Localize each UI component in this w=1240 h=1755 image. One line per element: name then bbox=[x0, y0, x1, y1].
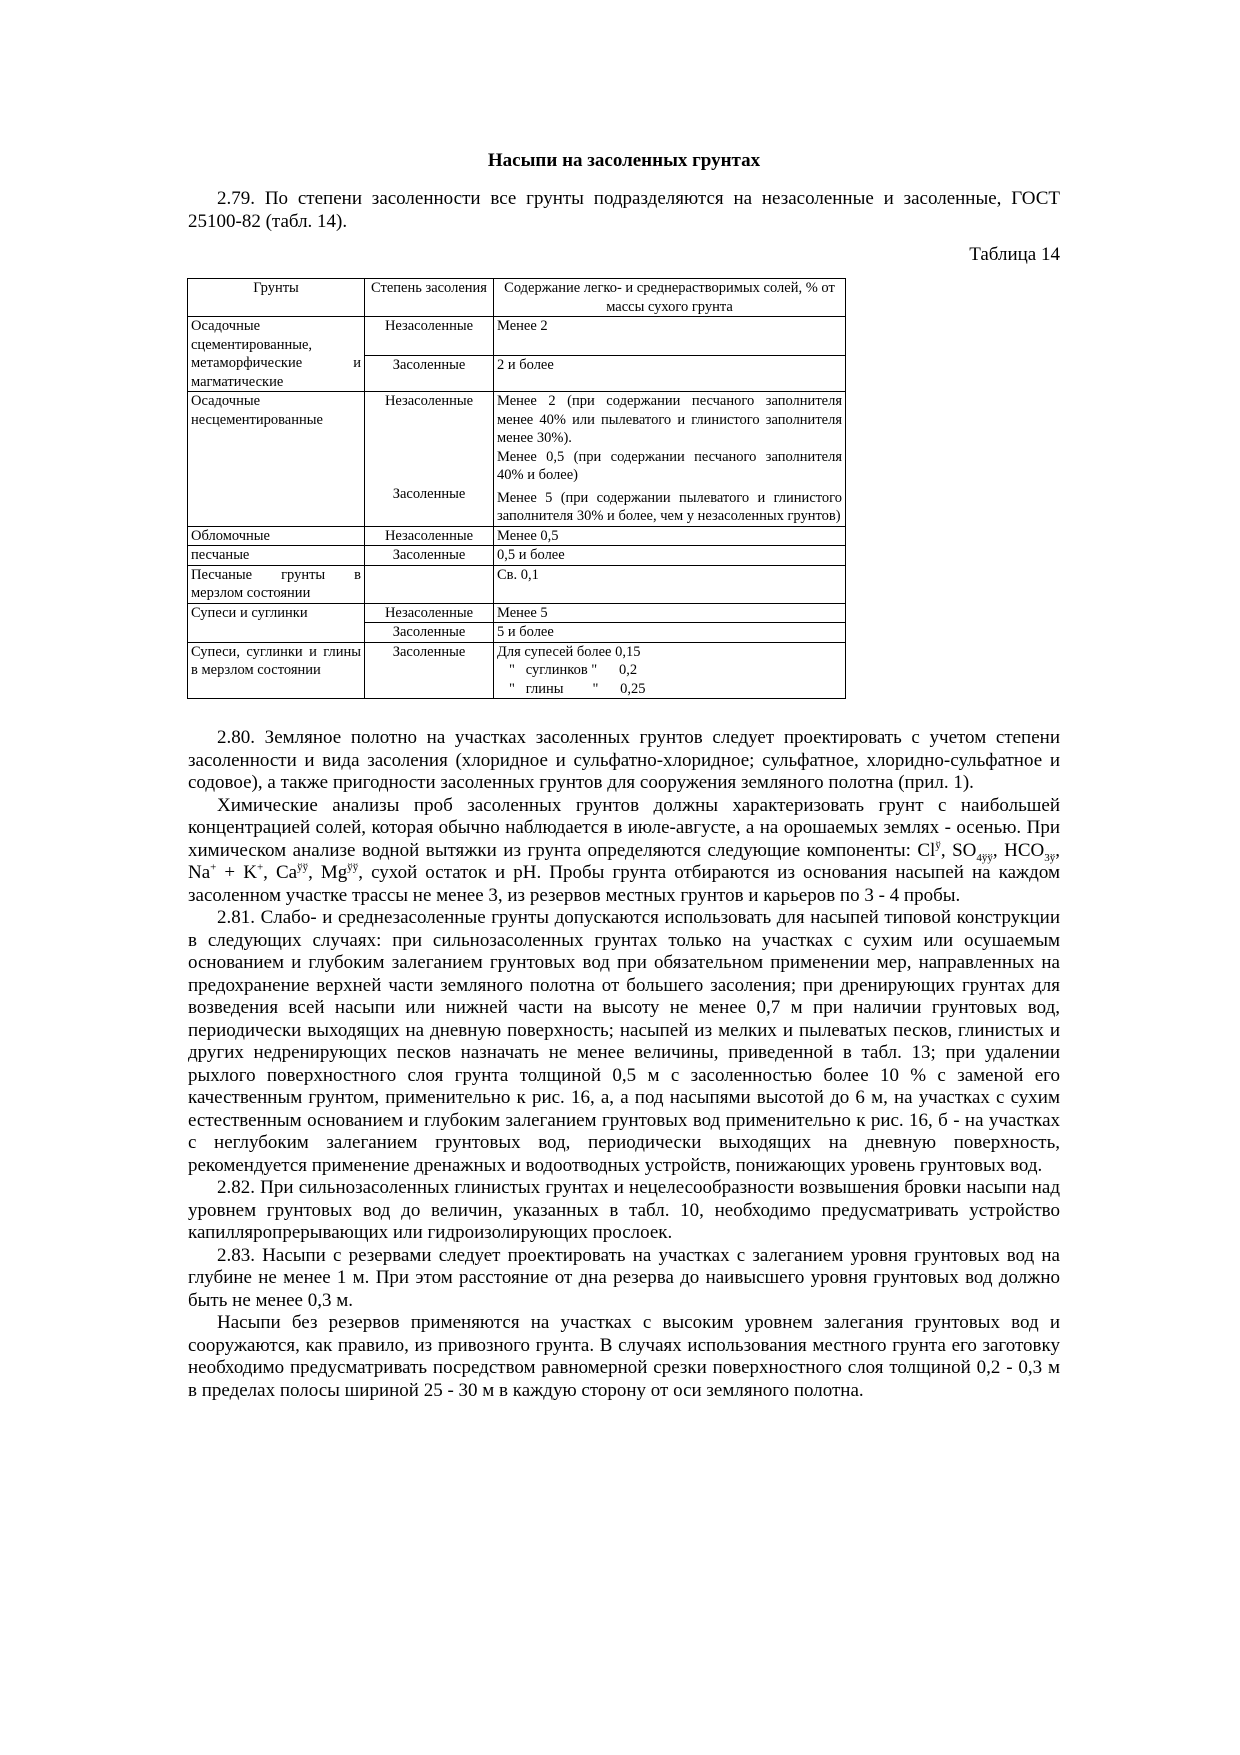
value-line: " суглинков " 0,2 bbox=[509, 662, 638, 678]
degree-cell: Незасоленные bbox=[365, 526, 494, 546]
degree-cell bbox=[365, 392, 494, 527]
value-cell: Св. 0,1 bbox=[494, 565, 846, 603]
paragraph-2-79: 2.79. По степени засоленности все грунты подразделяются на незасоленные и засоленные, ГОСТ 25100-82 (табл. 14). bbox=[188, 188, 1060, 232]
value-cell: Менее 2 bbox=[494, 317, 846, 356]
section-title: Насыпи на засоленных грунтах bbox=[487, 150, 761, 171]
degree-cell bbox=[365, 565, 494, 603]
value-line: Менее 2 (при содержании песчаного заполнителя менее 40% или пылеватого и глинистого заполнителя менее 30%). bbox=[497, 393, 842, 446]
soil-cell: Песчаные грунты в мерзлом состоянии bbox=[188, 565, 365, 603]
soil-cell: песчаные bbox=[188, 546, 365, 566]
degree-line: Незасоленные bbox=[384, 393, 474, 409]
value-line: Менее 0,5 (при содержании песчаного заполнителя 40% и более) bbox=[497, 448, 842, 483]
table-row bbox=[188, 565, 846, 603]
paragraph-2-81: 2.81. Слабо- и среднезасоленные грунты допускаются использовать для насыпей типовой конструкции в следующих случаях: при сильнозасоленных грунтах только на участках с сухим или осушаемым основанием и глубоким залеганием грунтовых вод при обязательном применении мер, направленных на предохранение верхней части земляного полотна от большего засоления; при дренирующих грунтах для возведения всей насыпи или нижней части на высоту не менее 0,7 м при наличии грунтовых вод, периодически выходящих на дневную поверхность; насыпей из мелких и пылеватых песков, глинистых и других недренирующих песков назначать не менее величины, приведенной в табл. 13; при удалении рыхлого поверхностного слоя грунта толщиной 0,5 м с засоленностью более 10 % с заменой его качественным грунтом, применительно к рис. 16, а, а под насыпями высотой до 6 м, на участках с сухим естественным основанием и глубоким залеганием грунтовых вод применительно к рис. 16, б - на участках с неглубоким залеганием грунтовых вод, периодически выходящих на дневную поверхность, рекомендуется применение дренажных и водоотводных устройств, понижающих уровень грунтовых вод. bbox=[188, 907, 1060, 1176]
table-row bbox=[188, 546, 846, 566]
paragraph-no-reserves: Насыпи без резервов применяются на участках с высоким уровнем залегания грунтовых вод и сооружаются, как правило, из привозного грунта. В случаях использования местного грунта его заготовку необходимо предусматривать посредством равномерной срезки поверхностного слоя толщиной 0,2 - 0,3 м в пределах полосы шириной 25 - 30 м в каждую сторону от оси земляного полотна. bbox=[188, 1312, 1060, 1401]
degree-cell: Незасоленные bbox=[365, 317, 494, 356]
paragraph-chemical-analysis: Химические анализы проб засоленных грунтов должны характеризовать грунт с наибольшей концентрацией солей, которая обычно наблюдается в июле-августе, а на орошаемых землях - осенью. При химическом анализе водной вытяжки из грунта определяются следующие компоненты: $Cl^ў$, $SO_{4ўў}$, $HCO_{3ў}$, Na+ + K+, $Ca^{ўў}$, $Mg^{ўў}$, сухой остаток и pH. Пробы грунта отбираются из основания насыпей на каждом засоленном участке трассы не менее 3, из резервов местных грунтов и карьеров по 3 - 4 пробы. bbox=[188, 794, 1061, 906]
header-soils: Грунты bbox=[188, 279, 365, 317]
table-row bbox=[188, 526, 846, 546]
table-header-row bbox=[188, 279, 846, 317]
value-cell: 0,5 и более bbox=[494, 546, 846, 566]
table-row bbox=[188, 392, 846, 527]
value-cell: 2 и более bbox=[494, 355, 846, 391]
soil-cell: Супеси и суглинки bbox=[188, 603, 365, 642]
degree-cell: Засоленные bbox=[365, 623, 494, 643]
degree-cell: Засоленные bbox=[365, 546, 494, 566]
table-row bbox=[188, 603, 846, 623]
soil-cell: Осадочные несцементированные bbox=[188, 392, 365, 527]
header-degree: Степень засоления bbox=[365, 279, 494, 317]
paragraph-2-83: 2.83. Насыпи с резервами следует проектировать на участках с залеганием уровня грунтовых вод на глубине не менее 1 м. При этом расстояние от дна резерва до наивысшего уровня грунтовых вод должно быть не менее 0,3 м. bbox=[188, 1244, 1060, 1311]
degree-cell: Засоленные bbox=[365, 642, 494, 699]
value-cell: Менее 0,5 bbox=[494, 526, 846, 546]
degree-cell: Засоленные bbox=[365, 355, 494, 391]
value-cell: 5 и более bbox=[494, 623, 846, 643]
table-14 bbox=[187, 278, 846, 699]
degree-cell: Незасоленные bbox=[365, 603, 494, 623]
table-row bbox=[188, 317, 846, 356]
paragraph-2-82: 2.82. При сильнозасоленных глинистых грунтах и нецелесообразности возвышения бровки насыпи над уровнем грунтовых вод до величин, указанных в табл. 10, необходимо предусматривать устройство капилляропрерывающих или гидроизолирующих прослоек. bbox=[188, 1177, 1060, 1243]
soil-cell: Обломочные bbox=[188, 526, 365, 546]
value-line: " глины " 0,25 bbox=[509, 680, 646, 697]
soil-cell: Осадочные сцементированные, метаморфические и магматические bbox=[188, 317, 365, 392]
spacer bbox=[368, 411, 490, 485]
table-caption: Таблица 14 bbox=[969, 244, 1060, 265]
value-line: Менее 5 (при содержании пылеватого и глинистого заполнителя 30% и более, чем у незасоленных грунтов) bbox=[497, 489, 842, 524]
table-row bbox=[188, 642, 846, 699]
paragraph-2-80: 2.80. Земляное полотно на участках засоленных грунтов следует проектировать с учетом степени засоленности и вида засоления (хлоридное и сульфатно-хлоридное; сульфатное, хлоридно-сульфатное и содовое), а также пригодности засоленных грунтов для сооружения земляного полотна (прил. 1). bbox=[188, 727, 1060, 793]
soil-cell: Супеси, суглинки и глины в мерзлом состоянии bbox=[188, 642, 365, 699]
value-line: Для супесей более 0,15 bbox=[497, 643, 641, 660]
value-cell: Менее 5 bbox=[494, 603, 846, 623]
value-cell bbox=[494, 392, 846, 527]
body-text bbox=[188, 727, 1060, 1402]
header-content: Содержание легко- и среднерастворимых солей, % от массы сухого грунта bbox=[494, 279, 846, 317]
value-cell bbox=[494, 642, 846, 699]
degree-line: Засоленные bbox=[392, 485, 466, 502]
